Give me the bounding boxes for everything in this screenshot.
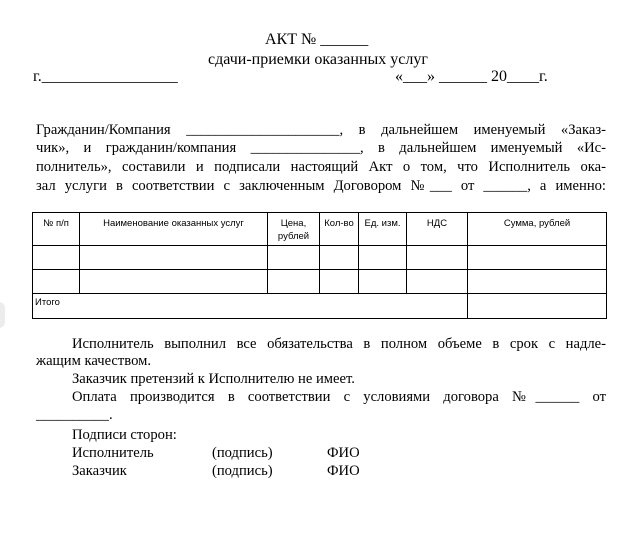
column-header: Ед. изм. [359,213,407,246]
no-claims-text: Заказчик претензий к Исполнителю не имеет. [72,371,355,387]
table-row [33,246,607,270]
table-cell [407,246,468,270]
signature-name: ФИО [327,463,360,479]
table-header-row [33,213,607,246]
signatures-heading: Подписи сторон: [72,427,177,443]
city-line: г._________________ [33,68,178,85]
obligations-line-1: Исполнитель выполнил все обязательства в полном объеме в срок с надле- [72,336,606,352]
intro-party-blank: _____________________, [186,122,344,138]
table-cell [320,270,359,294]
date-line: «___» ______ 20____г. [395,68,548,85]
signature-role: Заказчик [72,463,127,479]
act-subtitle: сдачи-приемки оказанных услуг [208,51,428,68]
column-header: Сумма, рублей [468,213,607,246]
intro-line-3: полнитель», составили и подписали настоящий Акт о том, что Исполнитель ока- [36,159,606,175]
table-cell [359,246,407,270]
column-header: НДС [407,213,468,246]
column-header: Кол-во [320,213,359,246]
intro-line-1 [36,122,606,139]
intro-line-4: зал услуги в соответствии с заключенным Договором №___ от ______, а именно: [36,178,606,194]
total-value [468,294,607,319]
table-cell [33,246,80,270]
intro-party-role: в дальнейшем именуемый «Заказ- [358,122,606,138]
signature-name: ФИО [327,445,360,461]
signature-placeholder: (подпись) [212,445,273,461]
table-cell [468,270,607,294]
payment-line-2: __________. [36,407,113,423]
table-cell [80,246,268,270]
table-cell [268,270,320,294]
intro-party-label: Гражданин/Компания [36,122,171,138]
column-header: № п/п [33,213,80,246]
table-cell [468,246,607,270]
signature-placeholder: (подпись) [212,463,273,479]
table-cell [80,270,268,294]
page-edge-marker [0,302,5,328]
table-cell [359,270,407,294]
total-label: Итого [33,294,468,319]
table-cell [33,270,80,294]
intro-line-2: чик», и гражданин/компания _______________, в дальнейшем именуемый «Ис- [36,140,606,156]
services-table [32,212,607,319]
act-title: АКТ № ______ [265,31,369,48]
signature-role: Исполнитель [72,445,154,461]
table-cell [268,246,320,270]
table-cell [407,270,468,294]
column-header: Цена, рублей [268,213,320,246]
column-header: Наименование оказанных услуг [80,213,268,246]
obligations-line-2: жащим качеством. [36,353,151,369]
table-cell [320,246,359,270]
payment-line-1: Оплата производится в соответствии с условиями договора №______ от [72,389,606,405]
table-row [33,270,607,294]
table-total-row [33,294,607,319]
